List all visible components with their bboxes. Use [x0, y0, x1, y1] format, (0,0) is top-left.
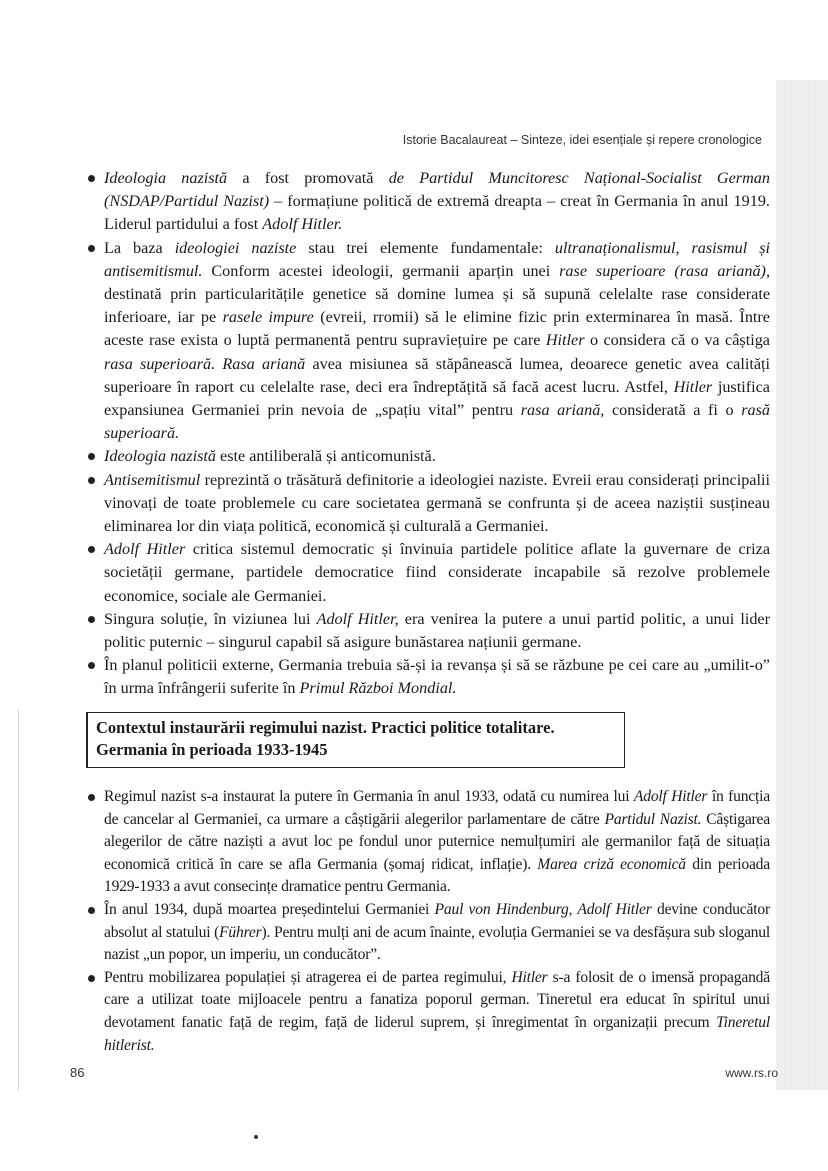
italic-text-run: Paul von Hindenburg, Adolf Hitler — [434, 900, 652, 918]
bullet-item — [86, 786, 770, 899]
bullet-dot-icon — [88, 907, 95, 914]
italic-text-run: Adolf Hitler. — [262, 215, 343, 234]
running-header: Istorie Bacalaureat – Sinteze, idei esențiale și repere cronologice — [402, 133, 762, 147]
italic-text-run: Ideologia nazistă — [104, 169, 228, 187]
italic-text-run: de Partidul Muncitoresc Național-Socialist German (NSDAP/Partidul Nazist) — [104, 169, 770, 211]
text-run: devine conducător absolut al statului ( — [104, 900, 770, 941]
regime-bullet-list — [86, 786, 770, 1057]
text-run: destinată prin particularitățile genetice să domine lumea și să supună celelalte rase considerate inferioare, iar pe — [104, 285, 770, 327]
bullet-dot-icon — [88, 175, 95, 182]
text-run: considerată a fi o — [604, 401, 742, 420]
scan-speck — [254, 1135, 258, 1139]
bullet-item — [86, 654, 770, 700]
ideology-section — [86, 167, 770, 701]
italic-text-run: rase superioare (rasa ariană), — [559, 261, 770, 280]
text-run: este antiliberală și anticomunistă. — [215, 447, 436, 466]
text-run: Pentru mobilizarea populației și atragerea ei de partea regimului, — [104, 968, 512, 986]
bullet-dot-icon — [88, 662, 95, 669]
ideology-bullet-list — [86, 167, 770, 701]
text-run: s-a folosit de o imensă propagandă care a utilizat toate mijloacele pentru a fanatiza poporul german. Tineretul era educat în spiritul unui devotament fanatic față de regim, față de liderul suprem, și înregimentat în organizații precum — [104, 968, 770, 1031]
italic-text-run: rasa ariană, — [520, 401, 605, 420]
text-run: Câștigarea alegerilor de către naziști a avut loc pe fondul unor puternice nemulțumiri ale germanilor față de situația economică critică în care se afla Germania (șomaj ridicat, inflație). — [104, 810, 770, 873]
section-title-line-2: Germania în perioada 1933-1945 — [96, 740, 328, 759]
section-title-box — [86, 712, 625, 768]
italic-text-run: Marea criză economică — [537, 855, 686, 873]
italic-text-run: rasele impure — [222, 308, 314, 327]
text-run: – formațiune politică de extremă dreapta – creat în Germania în anul 1919. Liderul partidului a fost — [104, 192, 770, 234]
text-run: reprezintă o trăsătură definitorie a ideologiei naziste. Evreii erau considerați principalii vinovați de toate problemele cu care societatea germană se confrunta și de aceea naziștii susțineau eliminarea lor din viața politică, economică și culturală a Germaniei. — [104, 470, 770, 536]
italic-text-run: ultranaționalismul, rasismul și antisemitismul. — [104, 238, 771, 280]
publisher-website: www.rs.ro — [725, 1066, 778, 1080]
text-run: în funcția de cancelar al Germaniei, ca urmare a câștigării alegerilor parlamentare de către — [104, 788, 770, 828]
bullet-dot-icon — [88, 794, 95, 801]
text-run: În planul politicii externe, Germania trebuia să-și ia revanșa și să se răzbune pe cei care au „umilit-o” în urma înfrângerii suferite în — [104, 656, 770, 698]
bullet-dot-icon — [88, 546, 95, 553]
italic-text-run: Adolf Hitler — [104, 540, 186, 559]
text-run: stau trei elemente fundamentale: — [296, 238, 555, 257]
italic-text-run: Primul Război Mondial. — [299, 679, 457, 698]
italic-text-run: Hitler — [511, 968, 548, 986]
scan-margin-line — [18, 710, 19, 1090]
italic-text-run: ideologiei naziste — [174, 238, 297, 257]
bullet-item — [86, 445, 770, 468]
italic-text-run: Adolf Hitler, — [316, 609, 399, 628]
text-run: avea misiunea să stăpânească lumea, deoarece genetic avea calități superioare în raport cu celelalte rase, deci era îndreptățită să facă acest lucru. Astfel, — [104, 354, 770, 396]
italic-text-run: Adolf Hitler — [633, 788, 708, 805]
italic-text-run: Hitler — [545, 331, 585, 350]
bullet-item — [86, 538, 770, 608]
text-run: o considera că o va câștiga — [584, 331, 770, 350]
bullet-dot-icon — [88, 477, 95, 484]
section-title-line-1: Contextul instaurării regimului nazist. Practici politice totalitare. — [96, 718, 555, 737]
italic-text-run: Ideologia nazistă — [104, 447, 216, 466]
bullet-item — [86, 469, 770, 539]
bullet-item — [86, 899, 770, 967]
text-run: La baza — [104, 238, 175, 257]
text-run: În anul 1934, după moartea președintelui Germaniei — [104, 900, 435, 918]
bullet-item — [86, 237, 770, 446]
italic-text-run: Antisemitismul — [104, 470, 201, 489]
text-run: ). Pentru mulți ani de acum înainte, evoluția Germaniei se va desfășura sub sloganul nazist „un popor, un imperiu, un conducător”. — [104, 923, 771, 964]
bullet-dot-icon — [88, 245, 95, 252]
bullet-item — [86, 608, 770, 654]
italic-text-run: rasă superioară. — [104, 401, 771, 443]
text-run: a fost promovată — [227, 169, 389, 187]
scanned-page-edge — [776, 80, 828, 1090]
bullet-item — [86, 167, 770, 237]
text-run: (evreii, rromii) să le elimine fizic prin exterminarea în masă. Între aceste rase exista o luptă permanentă pentru supraviețuire pe care — [104, 308, 770, 350]
italic-text-run: Hitler — [673, 377, 713, 396]
bullet-dot-icon — [88, 616, 95, 623]
bullet-item — [86, 967, 770, 1057]
text-run: critica sistemul democratic și învinuia partidele politice aflate la guvernare de criza societății germane, partidele democratice fiind considerate incapabile să rezolve problemele economice, sociale ale Germaniei. — [104, 540, 771, 605]
text-run: justifica expansiunea Germaniei prin nevoia de „spațiu vital” pentru — [104, 377, 770, 420]
bullet-dot-icon — [88, 975, 95, 982]
page-number: 86 — [70, 1065, 85, 1080]
regime-section — [86, 786, 770, 1057]
bullet-dot-icon — [88, 453, 95, 460]
text-run: Conform acestei ideologii, germanii aparțin unei — [202, 261, 560, 280]
text-run: din perioada 1929-1933 a avut consecințe dramatice pentru Germania. — [104, 855, 770, 896]
italic-text-run: rasa superioară. Rasa ariană — [104, 354, 306, 373]
text-run: Regimul nazist s-a instaurat la putere în Germania în anul 1933, odată cu numirea lui — [104, 788, 634, 805]
text-run: era venirea la putere a unui partid politic, a unui lider politic puternic – singurul capabil să asigure bunăstarea națiunii germane. — [104, 609, 770, 652]
italic-text-run: Führer — [219, 923, 262, 941]
text-run: Singura soluție, în viziunea lui — [104, 609, 317, 628]
italic-text-run: Tineretul hitlerist. — [104, 1013, 770, 1054]
italic-text-run: Partidul Nazist. — [604, 810, 702, 828]
